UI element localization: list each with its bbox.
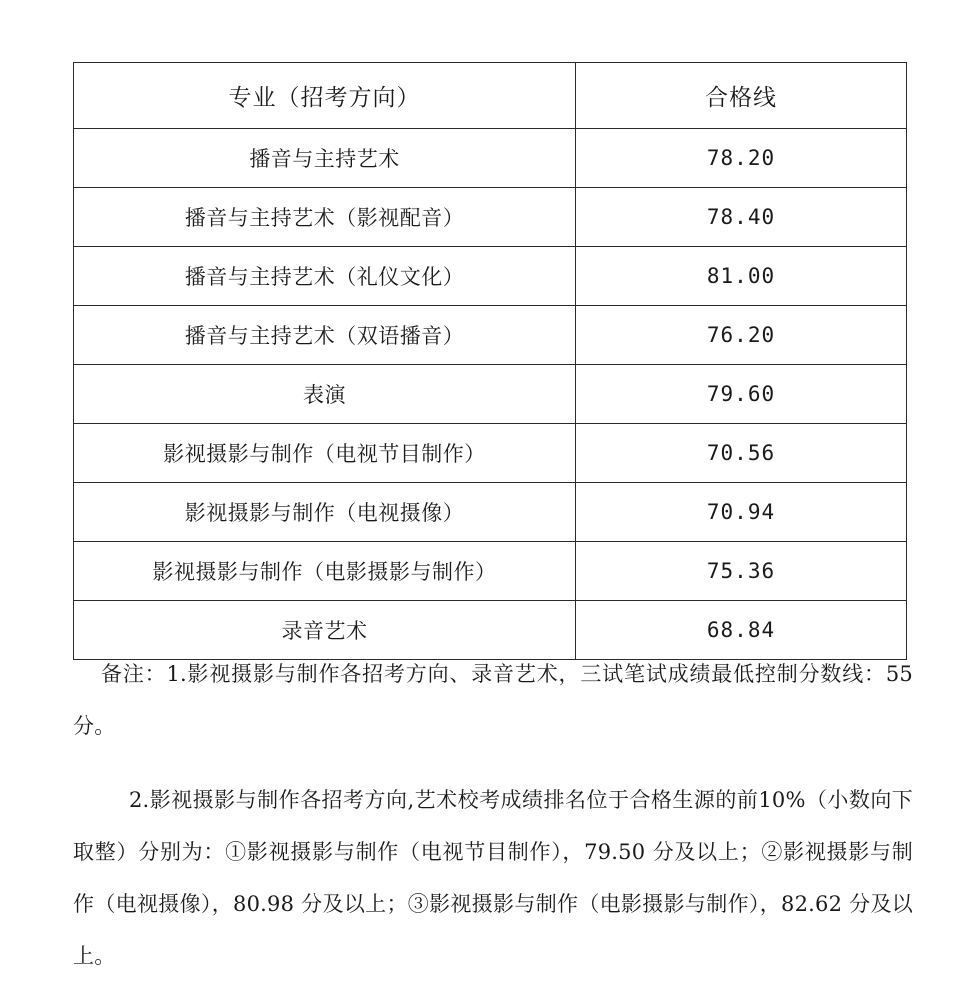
cell-score: 76.20 — [576, 306, 907, 365]
table-row — [74, 483, 907, 542]
table-row — [74, 542, 907, 601]
qualifying-score-table — [73, 62, 907, 660]
table-row — [74, 365, 907, 424]
column-header-score: 合格线 — [576, 63, 907, 129]
table-row — [74, 424, 907, 483]
table-row — [74, 306, 907, 365]
cell-score: 70.94 — [576, 483, 907, 542]
table-row — [74, 188, 907, 247]
cell-score: 70.56 — [576, 424, 907, 483]
cell-major: 播音与主持艺术（礼仪文化） — [74, 247, 576, 306]
cell-score: 75.36 — [576, 542, 907, 601]
cell-major: 录音艺术 — [74, 601, 576, 660]
column-header-major: 专业（招考方向） — [74, 63, 576, 129]
cell-major: 影视摄影与制作（电视摄像） — [74, 483, 576, 542]
notes-section — [73, 648, 913, 982]
cell-major: 播音与主持艺术（双语播音） — [74, 306, 576, 365]
note-item-2: 2.影视摄影与制作各招考方向,艺术校考成绩排名位于合格生源的前10%（小数向下取整）分别为：①影视摄影与制作（电视节目制作），79.50 分及以上；②影视摄影与制作（电视摄像），80.98 分及以上；③影视摄影与制作（电影摄影与制作），82.62 分及以上。 — [73, 788, 913, 968]
cell-score: 81.00 — [576, 247, 907, 306]
table-row — [74, 247, 907, 306]
cell-score: 78.20 — [576, 129, 907, 188]
note-item-1: 备注：1.影视摄影与制作各招考方向、录音艺术，三试笔试成绩最低控制分数线：55 分。 — [73, 662, 913, 738]
cell-major: 影视摄影与制作（电影摄影与制作） — [74, 542, 576, 601]
table-header-row — [74, 63, 907, 129]
table-row — [74, 129, 907, 188]
cell-score: 79.60 — [576, 365, 907, 424]
cell-major: 影视摄影与制作（电视节目制作） — [74, 424, 576, 483]
cell-score: 78.40 — [576, 188, 907, 247]
cell-major: 播音与主持艺术 — [74, 129, 576, 188]
cell-major: 播音与主持艺术（影视配音） — [74, 188, 576, 247]
cell-major: 表演 — [74, 365, 576, 424]
cell-score: 68.84 — [576, 601, 907, 660]
